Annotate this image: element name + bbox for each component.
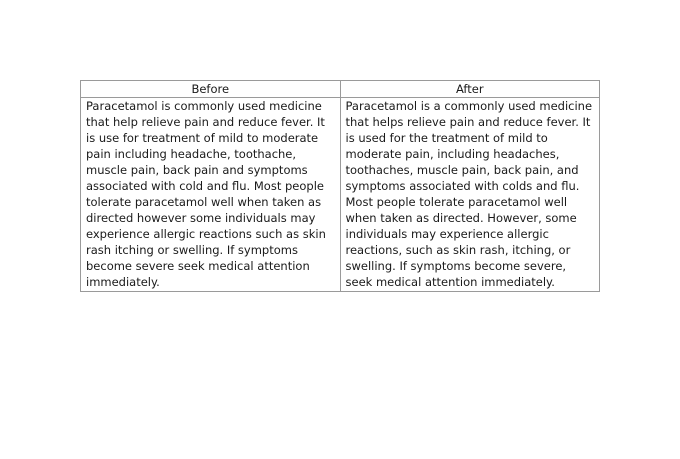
before-header: Before	[81, 81, 341, 98]
after-text: Paracetamol is a commonly used medicine that helps relieve pain and reduce fever. It is used for the treatment of mild to moderate pain, including headaches, toothaches, muscle pain, back pain, and symptoms associated with colds and flu. Most people tolerate paracetamol well when taken as directed. However, some individuals may experience allergic reactions, such as skin rash, itching, or swelling. If symptoms become severe, seek medical attention immediately.	[340, 98, 600, 292]
comparison-table	[80, 80, 600, 292]
before-text: Paracetamol is commonly used medicine that help relieve pain and reduce fever. It is use for treatment of mild to moderate pain including headache, toothache, muscle pain, back pain and symptoms associated with cold and flu. Most people tolerate paracetamol well when taken as directed however some individuals may experience allergic reactions such as skin rash itching or swelling. If symptoms become severe seek medical attention immediately.	[81, 98, 341, 292]
header-row	[81, 81, 600, 98]
after-header: After	[340, 81, 600, 98]
content-row	[81, 98, 600, 292]
